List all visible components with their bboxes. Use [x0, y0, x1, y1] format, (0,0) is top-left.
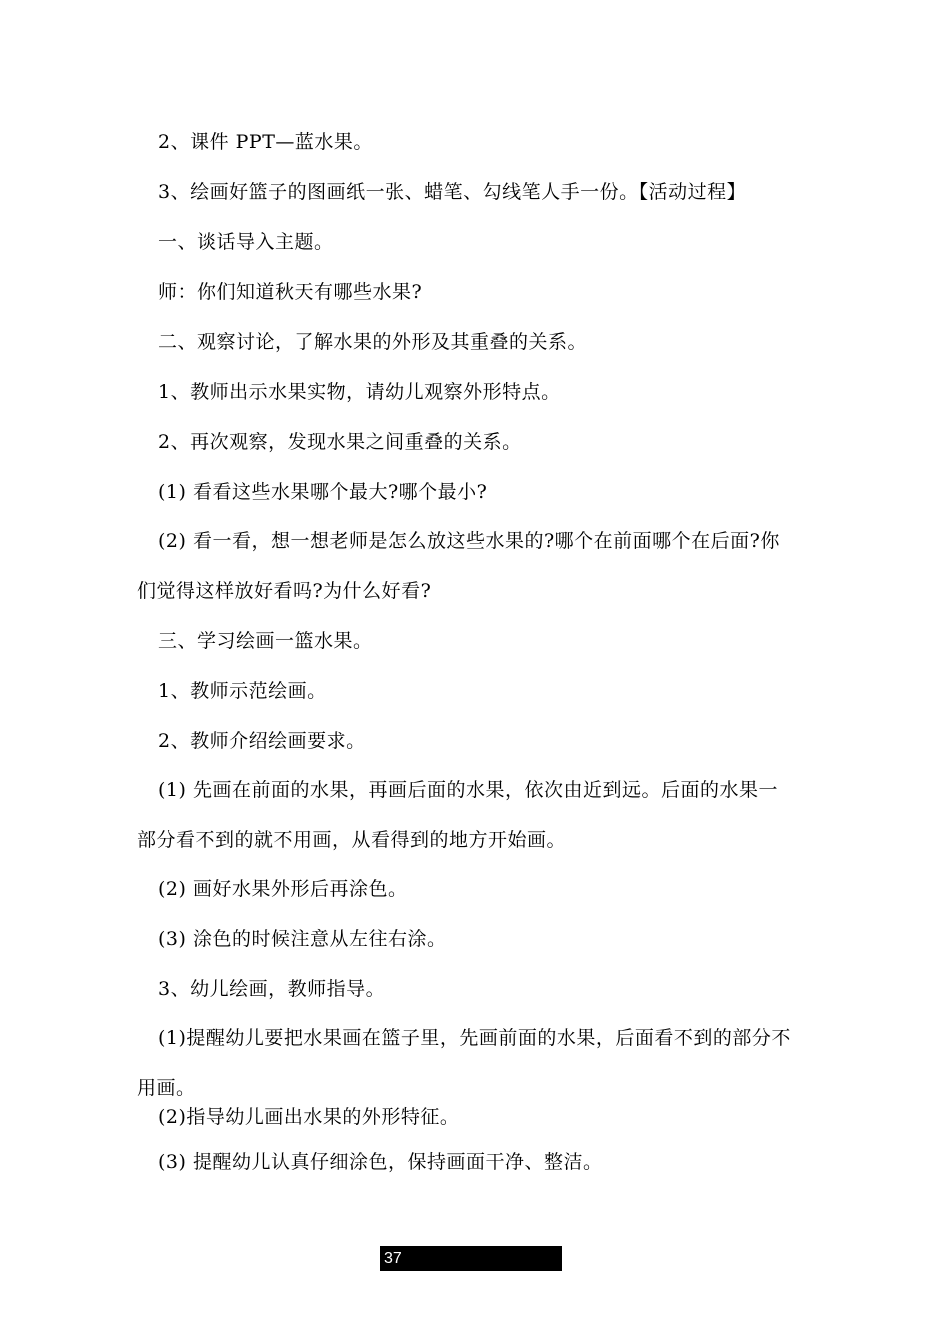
text-line-step-3-3-1-cont: 用画。 [137, 1077, 196, 1099]
text-line-step-3-2: 2、教师介绍绘画要求。 [158, 730, 366, 752]
text-line-materials-2: 2、课件 PPT—蓝水果。 [158, 131, 373, 153]
text-line-step-3-3-3: (3) 提醒幼儿认真仔细涂色，保持画面干净、整洁。 [158, 1151, 603, 1173]
text-line-section-2: 二、观察讨论，了解水果的外形及其重叠的关系。 [158, 331, 588, 353]
text-line-materials-3: 3、绘画好篮子的图画纸一张、蜡笔、勾线笔人手一份。【活动过程】 [158, 181, 747, 203]
text-line-step-2-1: 1、教师出示水果实物，请幼儿观察外形特点。 [158, 381, 561, 403]
text-line-step-3-3: 3、幼儿绘画，教师指导。 [158, 978, 386, 1000]
text-line-step-3-3-1: (1)提醒幼儿要把水果画在篮子里，先画前面的水果，后面看不到的部分不 [158, 1027, 791, 1049]
text-line-section-1: 一、谈话导入主题。 [158, 231, 334, 253]
page-number: 37 [384, 1250, 402, 1267]
text-line-step-3-3-2: (2)指导幼儿画出水果的外形特征。 [158, 1106, 460, 1128]
text-line-teacher-question: 师：你们知道秋天有哪些水果? [158, 281, 423, 303]
text-line-step-3-2-1-cont: 部分看不到的就不用画，从看得到的地方开始画。 [137, 829, 567, 851]
page-number-bar [380, 1246, 562, 1271]
text-line-step-3-2-2: (2) 画好水果外形后再涂色。 [158, 878, 408, 900]
text-line-step-2-2-1: (1) 看看这些水果哪个最大?哪个最小? [158, 481, 488, 503]
text-line-step-2-2-2: (2) 看一看，想一想老师是怎么放这些水果的?哪个在前面哪个在后面?你 [158, 530, 780, 552]
text-line-step-2-2: 2、再次观察，发现水果之间重叠的关系。 [158, 431, 522, 453]
text-line-step-3-2-3: (3) 涂色的时候注意从左往右涂。 [158, 928, 447, 950]
text-line-step-2-2-2-cont: 们觉得这样放好看吗?为什么好看? [137, 580, 432, 602]
text-line-step-3-2-1: (1) 先画在前面的水果，再画后面的水果，依次由近到远。后面的水果一 [158, 779, 778, 801]
text-line-section-3: 三、学习绘画一篮水果。 [158, 630, 373, 652]
text-line-step-3-1: 1、教师示范绘画。 [158, 680, 327, 702]
